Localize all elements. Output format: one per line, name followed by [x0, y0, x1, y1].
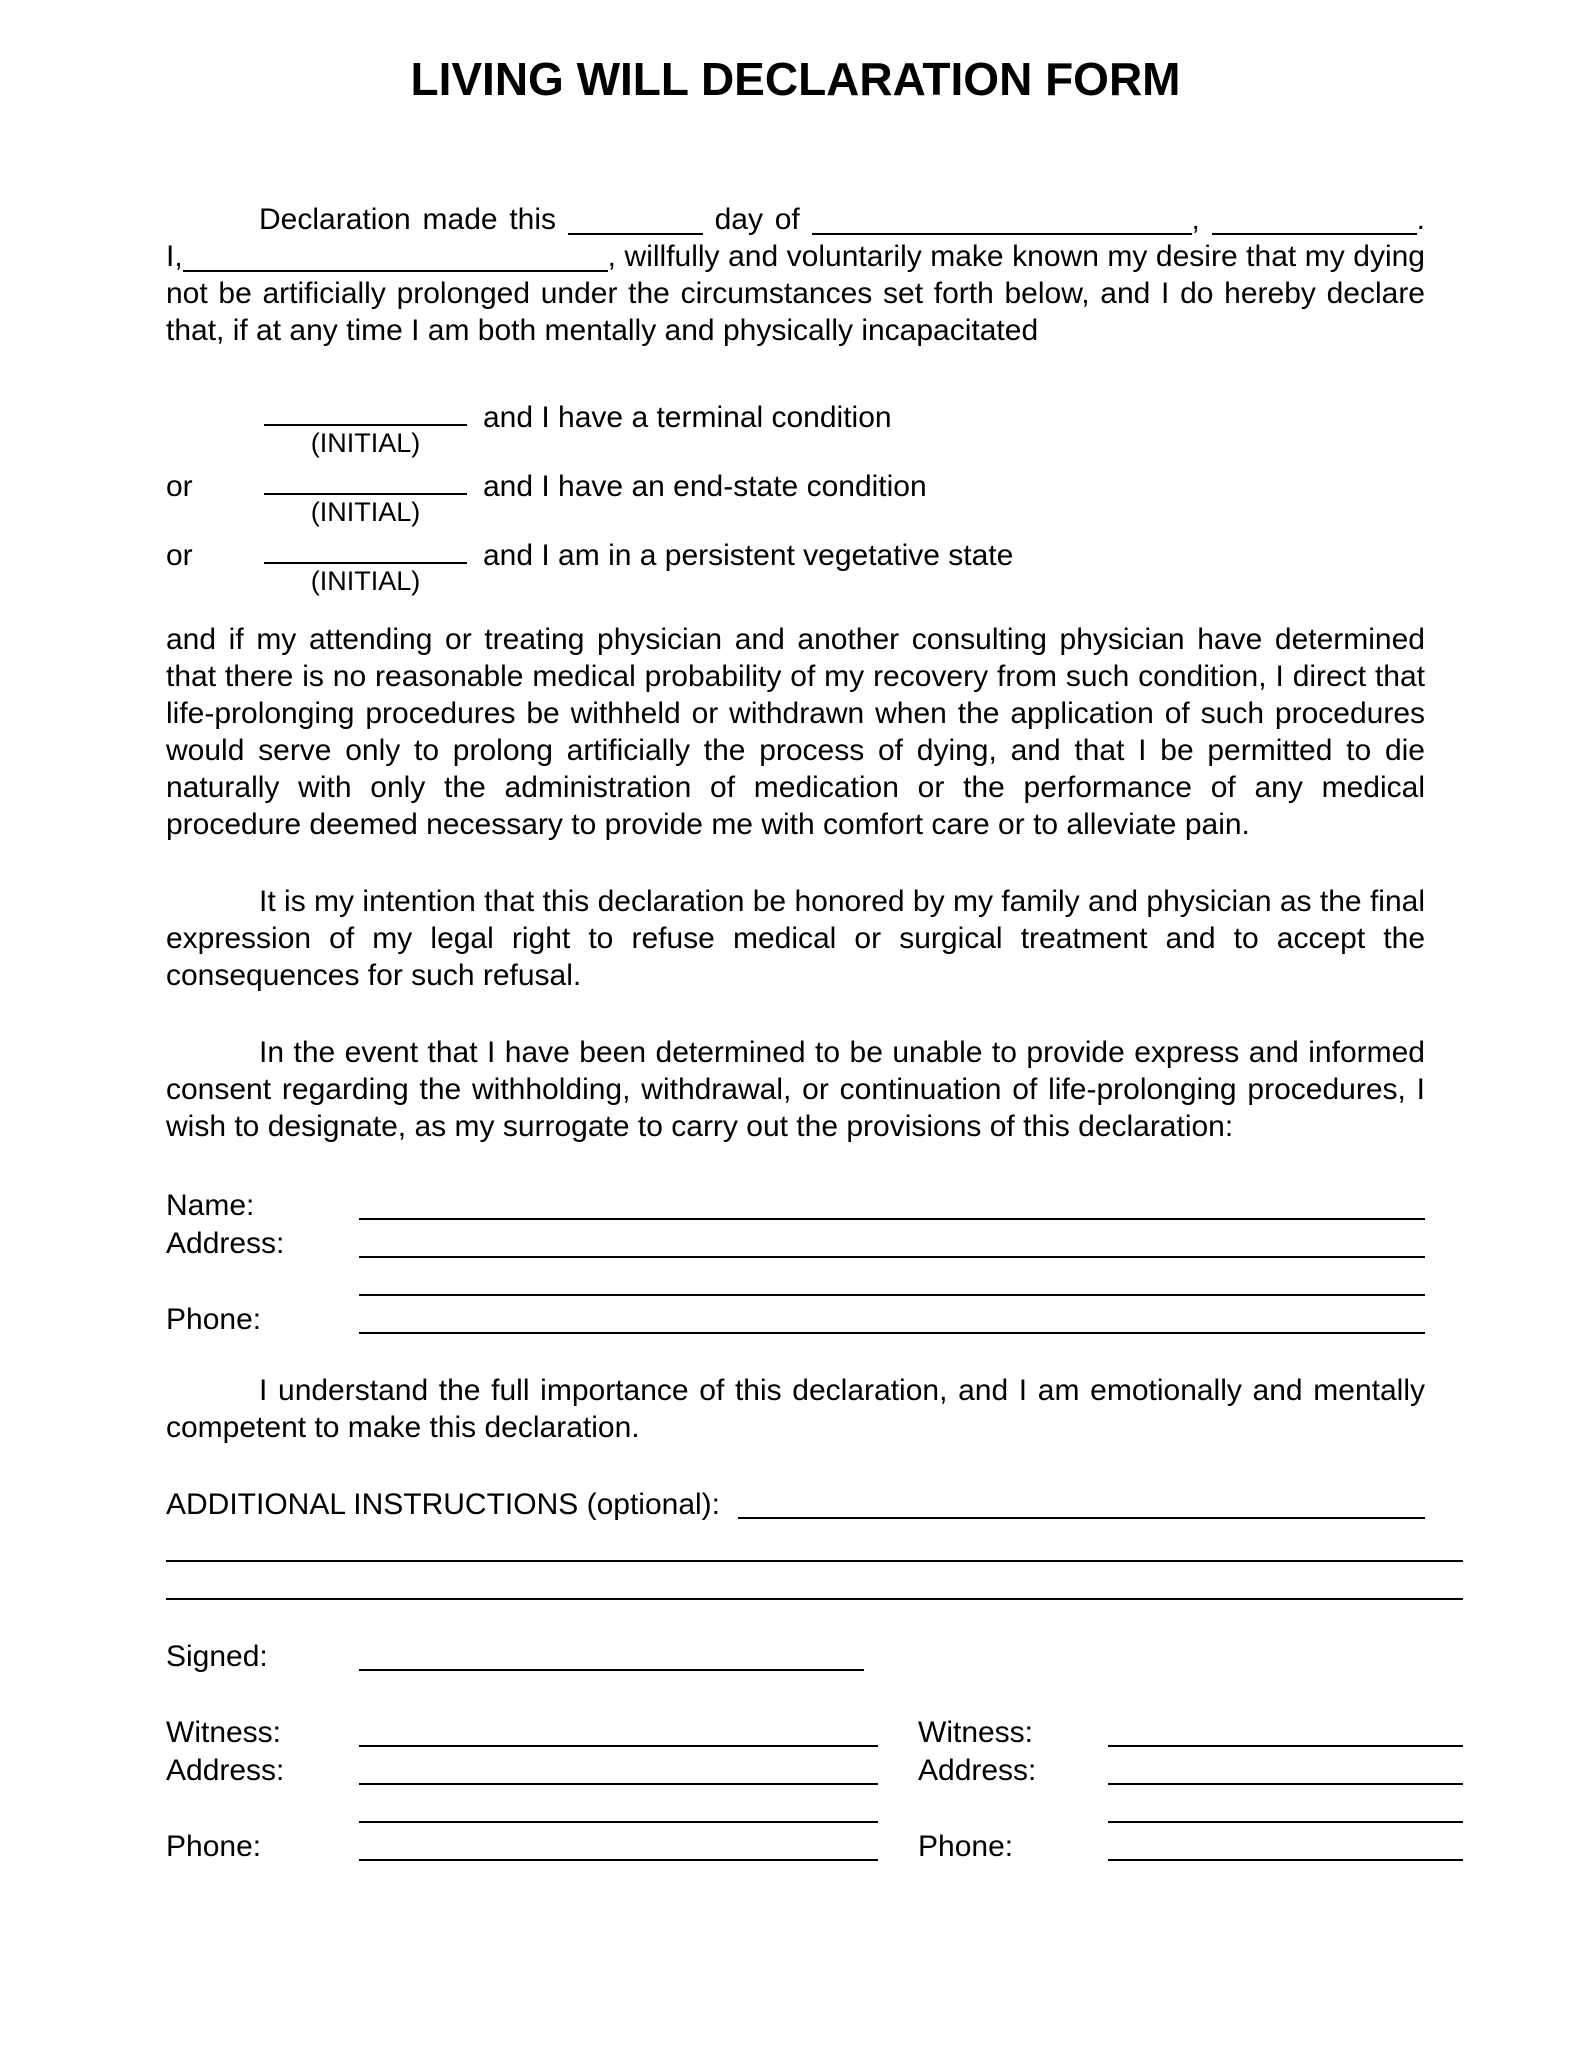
- phone-label: Phone:: [166, 1303, 262, 1336]
- initial-caption: (INITIAL): [310, 428, 421, 458]
- initial-cell: [264, 394, 467, 458]
- phone-row: [166, 1301, 1425, 1339]
- witness-address-label: Address:: [918, 1754, 1037, 1787]
- initial-row-end-state: [166, 463, 1463, 527]
- witness-phone-row: [166, 1828, 878, 1866]
- name-field[interactable]: [359, 1187, 1425, 1220]
- declaration-text-5: I,: [166, 240, 183, 273]
- initial-row-terminal: [166, 394, 1463, 458]
- declaration-text-4: .: [1416, 203, 1426, 236]
- witness-label: Witness:: [166, 1716, 282, 1749]
- witness-field-right[interactable]: [1108, 1714, 1463, 1747]
- witness-phone-field-right[interactable]: [1108, 1828, 1463, 1861]
- witness-address-spacer: [166, 1790, 359, 1828]
- page-title: LIVING WILL DECLARATION FORM: [410, 53, 1181, 105]
- condition-text-vegetative: and I am in a persistent vegetative state: [483, 539, 1014, 572]
- witness-address-field-2-left[interactable]: [359, 1790, 878, 1823]
- initial-row-vegetative: [166, 532, 1463, 596]
- witness-address-row-2: [166, 1790, 878, 1828]
- or-label: or: [166, 470, 193, 503]
- additional-instructions-row: [166, 1486, 1425, 1524]
- signed-row: [166, 1638, 1463, 1676]
- address-label: Address:: [166, 1227, 285, 1260]
- condition-text-terminal: and I have a terminal condition: [483, 401, 892, 434]
- address-row-2: [166, 1263, 1425, 1301]
- witness-address-label: Address:: [166, 1754, 285, 1787]
- witness-address-row: [918, 1752, 1463, 1790]
- physician-paragraph: and if my attending or treating physician and another consulting physician have determined that there is no reasonable medical probability of my recovery from such condition, I direct that life-prolonging procedures be withheld or withdrawn when the application of such procedures would serve only to prolong artificially the process of dying, and that I be permitted to die naturally with only the administration of medication or the performance of any medical procedure deemed necessary to provide me with comfort care or to alleviate pain.: [166, 623, 1425, 841]
- address-field-2[interactable]: [359, 1263, 1425, 1296]
- witness-section: [166, 1714, 1463, 1866]
- witness-address-field-1-right[interactable]: [1108, 1752, 1463, 1785]
- additional-instructions-line-1[interactable]: [166, 1524, 1463, 1562]
- signed-label: Signed:: [166, 1640, 268, 1673]
- witness-phone-row: [918, 1828, 1463, 1866]
- witness-column-right: [918, 1714, 1463, 1866]
- declaration-text-1: Declaration made this: [259, 203, 568, 236]
- witness-address-field-1-left[interactable]: [359, 1752, 878, 1785]
- declaration-paragraph: [166, 201, 1425, 349]
- or-label: [166, 394, 264, 458]
- or-label: or: [166, 539, 193, 572]
- initial-cell: [264, 532, 467, 596]
- declaration-text-6: , willfully and voluntarily make known my desire that my dying not be artificially prolonged under the circumstances set forth below, and I do hereby declare that, if at any time I am both mentally and physically incapacitated: [166, 240, 1425, 347]
- witness-field-left[interactable]: [359, 1714, 878, 1747]
- name-label: Name:: [166, 1189, 255, 1222]
- initial-blank-vegetative[interactable]: [264, 532, 467, 564]
- declarant-name-blank[interactable]: [183, 270, 608, 272]
- year-blank[interactable]: [1212, 233, 1417, 235]
- witness-address-spacer: [918, 1790, 1108, 1828]
- witness-address-row: [166, 1752, 878, 1790]
- name-row: [166, 1187, 1425, 1225]
- initial-cell: [264, 463, 467, 527]
- address-label-spacer: [166, 1263, 359, 1301]
- competence-paragraph: I understand the full importance of this declaration, and I am emotionally and mentally competent to make this declaration.: [166, 1374, 1425, 1444]
- signed-field[interactable]: [359, 1638, 864, 1671]
- witness-column-left: [166, 1714, 878, 1866]
- additional-instructions-label: ADDITIONAL INSTRUCTIONS (optional):: [166, 1488, 720, 1521]
- initial-options-block: [166, 394, 1463, 596]
- witness-phone-field-left[interactable]: [359, 1828, 878, 1861]
- initial-caption: (INITIAL): [310, 566, 421, 596]
- condition-text-end-state: and I have an end-state condition: [483, 470, 927, 503]
- address-field-1[interactable]: [359, 1225, 1425, 1258]
- additional-instructions-line-2[interactable]: [166, 1562, 1463, 1600]
- day-blank[interactable]: [568, 233, 703, 235]
- initial-caption: (INITIAL): [310, 497, 421, 527]
- month-blank[interactable]: [812, 233, 1192, 235]
- declaration-text-2: day of: [702, 203, 812, 236]
- address-row: [166, 1225, 1425, 1263]
- witness-label: Witness:: [918, 1716, 1034, 1749]
- witness-phone-label: Phone:: [166, 1830, 262, 1863]
- additional-instructions-field[interactable]: [738, 1486, 1425, 1519]
- intention-paragraph: It is my intention that this declaration be honored by my family and physician as the final expression of my legal right to refuse medical or surgical treatment and to accept the consequences for such refusal.: [166, 885, 1425, 992]
- surrogate-paragraph: In the event that I have been determined to be unable to provide express and informed consent regarding the withholding, withdrawal, or continuation of life-prolonging procedures, I wish to designate, as my surrogate to carry out the provisions of this declaration:: [166, 1036, 1425, 1143]
- witness-phone-label: Phone:: [918, 1830, 1014, 1863]
- witness-address-field-2-right[interactable]: [1108, 1790, 1463, 1823]
- initial-blank-end-state[interactable]: [264, 463, 467, 495]
- surrogate-fields: [166, 1187, 1425, 1339]
- witness-row: [166, 1714, 878, 1752]
- witness-row: [918, 1714, 1463, 1752]
- initial-blank-terminal[interactable]: [264, 394, 467, 426]
- phone-field[interactable]: [359, 1301, 1425, 1334]
- declaration-text-3: ,: [1191, 203, 1212, 236]
- witness-address-row-2: [918, 1790, 1463, 1828]
